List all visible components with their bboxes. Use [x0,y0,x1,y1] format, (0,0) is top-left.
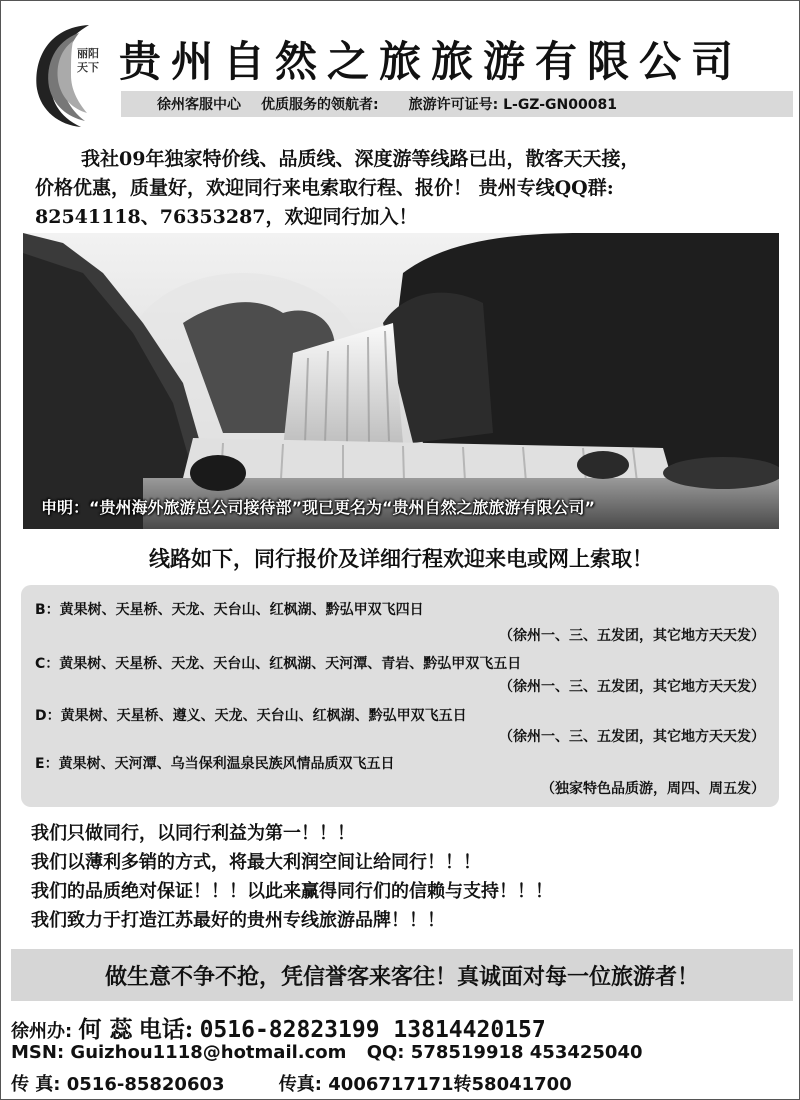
routes-heading: 线路如下，同行报价及详细行程欢迎来电或网上索取！ [149,546,653,571]
route-item: D：黄果树、天星桥、遵义、天龙、天台山、红枫湖、黔弘甲双飞五日 [35,708,467,724]
fax-number: 0516-85820603 [66,1074,225,1095]
motto-band [11,949,793,1001]
routes-list [21,585,779,807]
intro-line: 价格优惠，质量好，欢迎同行来电索取行程、报价！ 贵州专线QQ群: [35,177,614,199]
header-info-bar [121,91,793,117]
phone-label: 电话: [138,1016,194,1043]
header-slogan: 优质服务的领航者: [261,97,379,113]
route-note: （徐州一、三、五发团，其它地方天天发） [499,679,765,695]
slogan-line: 我们只做同行，以同行利益为第一！！！ [31,823,355,844]
route-note: （徐州一、三、五发团，其它地方天天发） [499,628,765,644]
waterfall-image [23,233,779,529]
slogan-line: 我们以薄利多销的方式，将最大利润空间让给同行！！！ [31,852,481,873]
swirl-logo-icon [29,19,113,131]
intro-paragraph [35,145,785,232]
route-item: C：黄果树、天星桥、天龙、天台山、红枫湖、天河潭、青岩、黔弘甲双飞五日 [35,656,522,672]
license-number: 旅游许可证号: L-GZ-GN00081 [408,97,617,113]
rename-notice: 申明：“贵州海外旅游总公司接待部”现已更名为“贵州自然之旅旅游有限公司” [41,498,596,517]
contact-msn-line [11,1042,643,1063]
contact-office-line [11,1011,546,1044]
qq-numbers: 578519918 453425040 [410,1042,643,1063]
route-note: （独家特色品质游，周四、周五发） [541,781,765,797]
msn-address[interactable]: Guizhou1118@hotmail.com [70,1042,347,1063]
slogans [31,819,791,935]
route-note: （徐州一、三、五发团，其它地方天天发） [499,729,765,745]
msn-label: MSN: [11,1042,65,1063]
contact-person: 何 蕊 [78,1016,133,1043]
motto: 做生意不争不抢，凭信誉客来客往！真诚面对每一位旅游者！ [104,963,699,990]
company-name: 贵州自然之旅旅游有限公司 [119,37,744,86]
service-center: 徐州客服中心 [157,97,241,113]
route-item: E：黄果树、天河潭、乌当保利温泉民族风情品质双飞五日 [35,756,395,772]
route-item: B：黄果树、天星桥、天龙、天台山、红枫湖、黔弘甲双飞四日 [35,602,424,618]
fax-label: 传 真: [11,1074,61,1095]
phone-numbers: 0516-82823199 13814420157 [199,1017,546,1043]
logo-text: 丽阳天下 [77,47,99,74]
intro-line: 82541118、76353287，欢迎同行加入！ [35,206,418,228]
fax2-label: 传真: [278,1074,322,1095]
company-logo [29,19,113,131]
qq-label: QQ: [366,1042,405,1063]
waterfall-photo [23,233,779,529]
intro-line: 我社09年独家特价线、品质线、深度游等线路已出，散客天天接， [81,148,640,170]
slogan-line: 我们致力于打造江苏最好的贵州专线旅游品牌！！！ [31,910,445,931]
slogan-line: 我们的品质绝对保证！！！以此来赢得同行们的信赖与支持！！！ [31,881,553,902]
fax2-number: 4006717171转58041700 [328,1074,572,1095]
contact-fax-line [11,1070,572,1096]
office-label: 徐州办: [11,1021,73,1042]
